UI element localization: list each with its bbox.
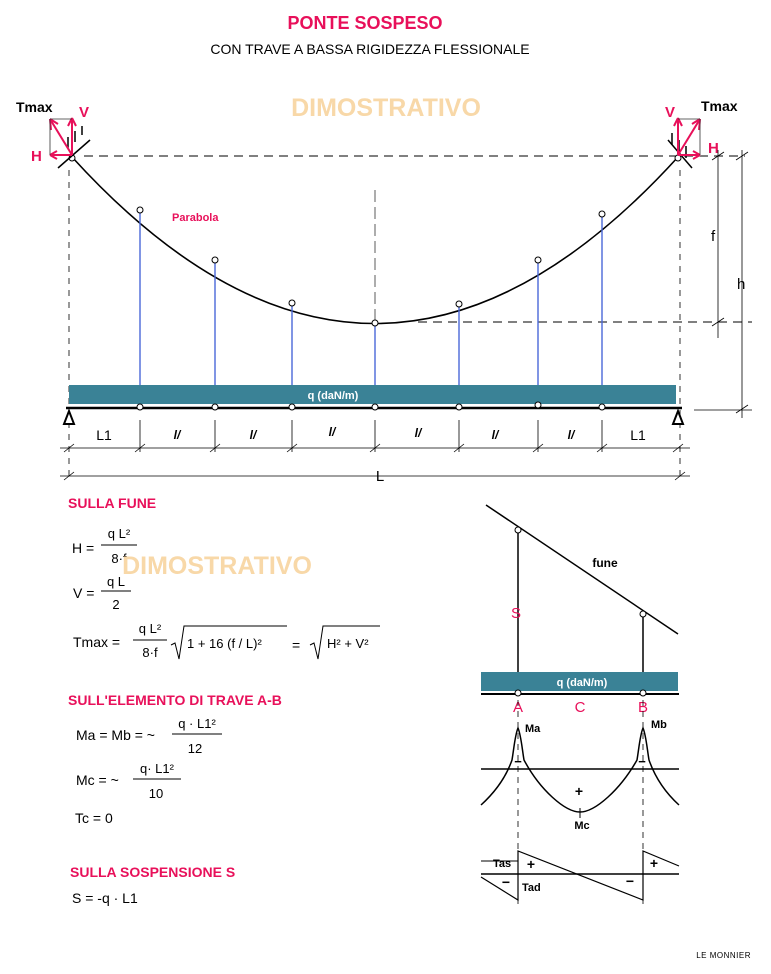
span-label: l/ (249, 428, 257, 442)
detail-Ma-label: Ma (525, 723, 541, 735)
shear-plus-2: + (649, 855, 659, 871)
left-anchorage (58, 126, 90, 168)
heading-trave: SULL'ELEMENTO DI TRAVE A-B (68, 692, 282, 708)
V-numerator: q L (106, 574, 126, 589)
heading-sospensione: SULLA SOSPENSIONE S (70, 864, 236, 880)
page-title: PONTE SOSPESO (287, 13, 443, 33)
h-left-label: H (31, 148, 42, 165)
detail-cable-node (640, 611, 646, 617)
beam-node (535, 402, 541, 408)
beam-node (289, 404, 295, 410)
detail-beam-node (515, 690, 521, 696)
Tc-formula: Tc = 0 (75, 810, 113, 826)
Mc-numerator: q· L1² (140, 761, 174, 776)
detail-S-label: S (510, 605, 522, 622)
right-support (673, 411, 683, 424)
beam-node (599, 404, 605, 410)
span-label: l/ (328, 425, 336, 439)
dim-L-label: L (375, 468, 385, 485)
Tmax-equals: = (292, 637, 301, 653)
detail-diagram (486, 505, 678, 693)
dim-h-label: h (737, 276, 746, 293)
beam-node (212, 404, 218, 410)
v-left-label: V (79, 104, 90, 121)
detail-beam-node (640, 690, 646, 696)
Ma-lhs: Ma = Mb = ~ (76, 727, 155, 743)
span-label: l/ (491, 428, 499, 442)
span-label: L1 (96, 427, 112, 443)
dim-f-label: f (711, 228, 716, 245)
main-diagram (69, 156, 752, 480)
detail-Mb-label: Mb (651, 719, 667, 731)
span-label: l/ (567, 428, 575, 442)
moment-diagram (481, 728, 679, 812)
right-force-vectors (674, 118, 700, 159)
watermark-middle: DIMOSTRATIVO (122, 552, 312, 580)
span-label: l/ (414, 426, 422, 440)
Ma-numerator: q · L1² (178, 716, 216, 731)
parabola-label: Parabola (172, 212, 219, 224)
S-formula: S = -q · L1 (72, 890, 138, 906)
shear-plus-1: + (526, 856, 536, 872)
beam-node (456, 404, 462, 410)
heading-fune: SULLA FUNE (68, 495, 157, 511)
detail-fune-label: fune (592, 556, 618, 570)
left-support (64, 411, 74, 424)
moment-minus-A: − (514, 754, 522, 769)
shear-minus-2: − (625, 873, 635, 889)
Tmax-lhs: Tmax = (73, 634, 121, 650)
detail-deck-label: q (daN/m) (556, 677, 608, 689)
shear-minus-1: − (501, 874, 511, 890)
span-label: L1 (630, 427, 646, 443)
deck-load-label: q (daN/m) (307, 390, 359, 402)
moment-plus: + (574, 783, 584, 799)
cable-node (372, 320, 378, 326)
V-lhs: V = (73, 585, 95, 601)
H-numerator: q L² (107, 526, 131, 541)
detail-C-label: C (574, 699, 586, 716)
detail-A-label: A (512, 699, 524, 716)
span-label: l/ (173, 428, 181, 442)
publisher-credit: LE MONNIER (696, 951, 751, 960)
detail-Tad-label: Tad (522, 882, 541, 894)
H-lhs: H = (72, 540, 95, 556)
cable-node (599, 211, 605, 217)
Tmax-root: 1 + 16 (f / L)² (187, 636, 262, 651)
Tmax-numerator: q L² (138, 621, 162, 636)
tmax-right-label: Tmax (701, 98, 738, 114)
V-denominator: 2 (112, 597, 120, 612)
Mc-denominator: 10 (148, 786, 164, 801)
H-denominator: 8·f (111, 551, 127, 566)
detail-Tas-label: Tas (493, 858, 512, 870)
moment-minus-B: − (638, 754, 646, 769)
deck-load-band (69, 385, 676, 404)
Mc-lhs: Mc = ~ (76, 772, 119, 788)
cable-node (137, 207, 143, 213)
tmax-left-label: Tmax (16, 99, 53, 115)
detail-cable-node (515, 527, 521, 533)
Tmax-root2: H² + V² (327, 636, 369, 651)
cable-node (212, 257, 218, 263)
cable-node (289, 300, 295, 306)
detail-B-label: B (637, 699, 649, 716)
left-force-vectors (50, 118, 76, 159)
hangers (140, 210, 602, 406)
cable-node (535, 257, 541, 263)
page-subtitle: CON TRAVE A BASSA RIGIDEZZA FLESSIONALE (210, 41, 530, 57)
Ma-denominator: 12 (187, 741, 203, 756)
detail-Mc-label: Mc (574, 820, 590, 832)
watermark-top: DIMOSTRATIVO (291, 94, 481, 122)
h-right-label: H (708, 140, 719, 157)
v-right-label: V (665, 104, 676, 121)
beam-node (372, 404, 378, 410)
cable-node (456, 301, 462, 307)
beam-node (137, 404, 143, 410)
Tmax-denominator: 8·f (142, 645, 158, 660)
